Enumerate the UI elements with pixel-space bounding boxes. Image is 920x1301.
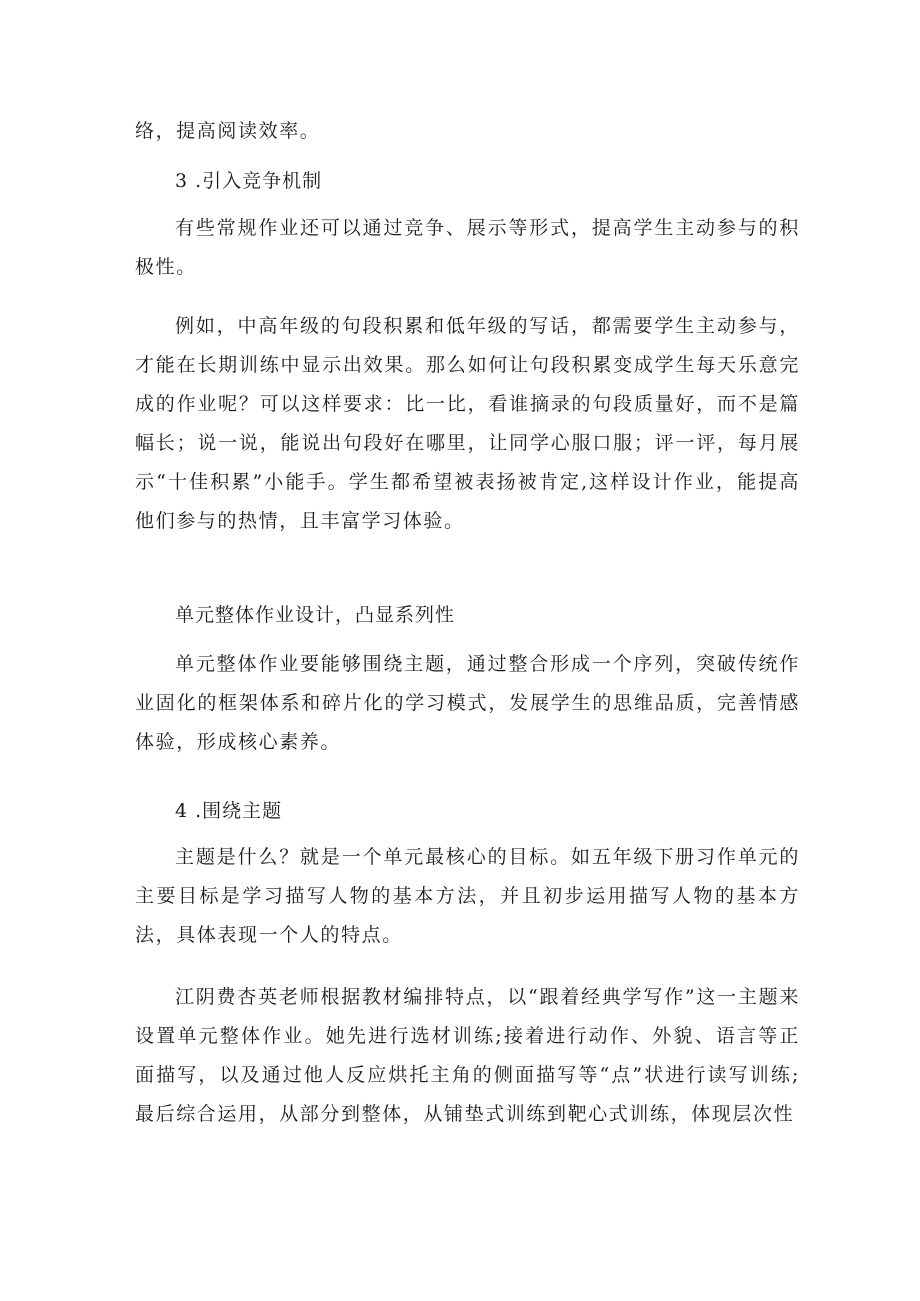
heading-unit-design: 单元整体作业设计，凸显系列性 — [175, 604, 456, 626]
heading-3-competition: 3 .引入竞争机制 — [175, 170, 323, 192]
paragraph-competition: 有些常规作业还可以通过竞争、展示等形式，提高学生主动参与的积极性。 — [135, 217, 800, 278]
paragraph-unit-design: 单元整体作业要能够围绕主题，通过整合形成一个序列，突破传统作业固化的框架体系和碎片化的学习模式，发展学生的思维品质，完善情感体验，形成核心素养。 — [135, 653, 800, 753]
heading-4-theme: 4 .围绕主题 — [175, 800, 283, 822]
paragraph-teacher: 江阴费杏英老师根据教材编排特点，以“跟着经典学写作”这一主题来设置单元整体作业。她先进行选材训练;接着进行动作、外貌、语言等正面描写，以及通过他人反应烘托主角的侧面描写等“点”状进行读写训练;最后综合运用，从部分到整体，从铺垫式训练到靶心式训练，体现层次性 — [135, 986, 800, 1125]
paragraph-continuation: 络，提高阅读效率。 — [135, 120, 321, 142]
paragraph-theme: 主题是什么？就是一个单元最核心的目标。如五年级下册习作单元的主要目标是学习描写人物的基本方法，并且初步运用描写人物的基本方法，具体表现一个人的特点。 — [135, 846, 800, 946]
paragraph-example: 例如，中高年级的句段积累和低年级的写话，都需要学生主动参与，才能在长期训练中显示出效果。那么如何让句段积累变成学生每天乐意完成的作业呢？可以这样要求：比一比，看谁摘录的句段质量好，而不是篇幅长；说一说，能说出句段好在哪里，让同学心服口服；评一评，每月展示“十佳积累”小能手。学生都希望被表扬被肯定,这样设计作业，能提高他们参与的热情，且丰富学习体验。 — [135, 315, 800, 532]
